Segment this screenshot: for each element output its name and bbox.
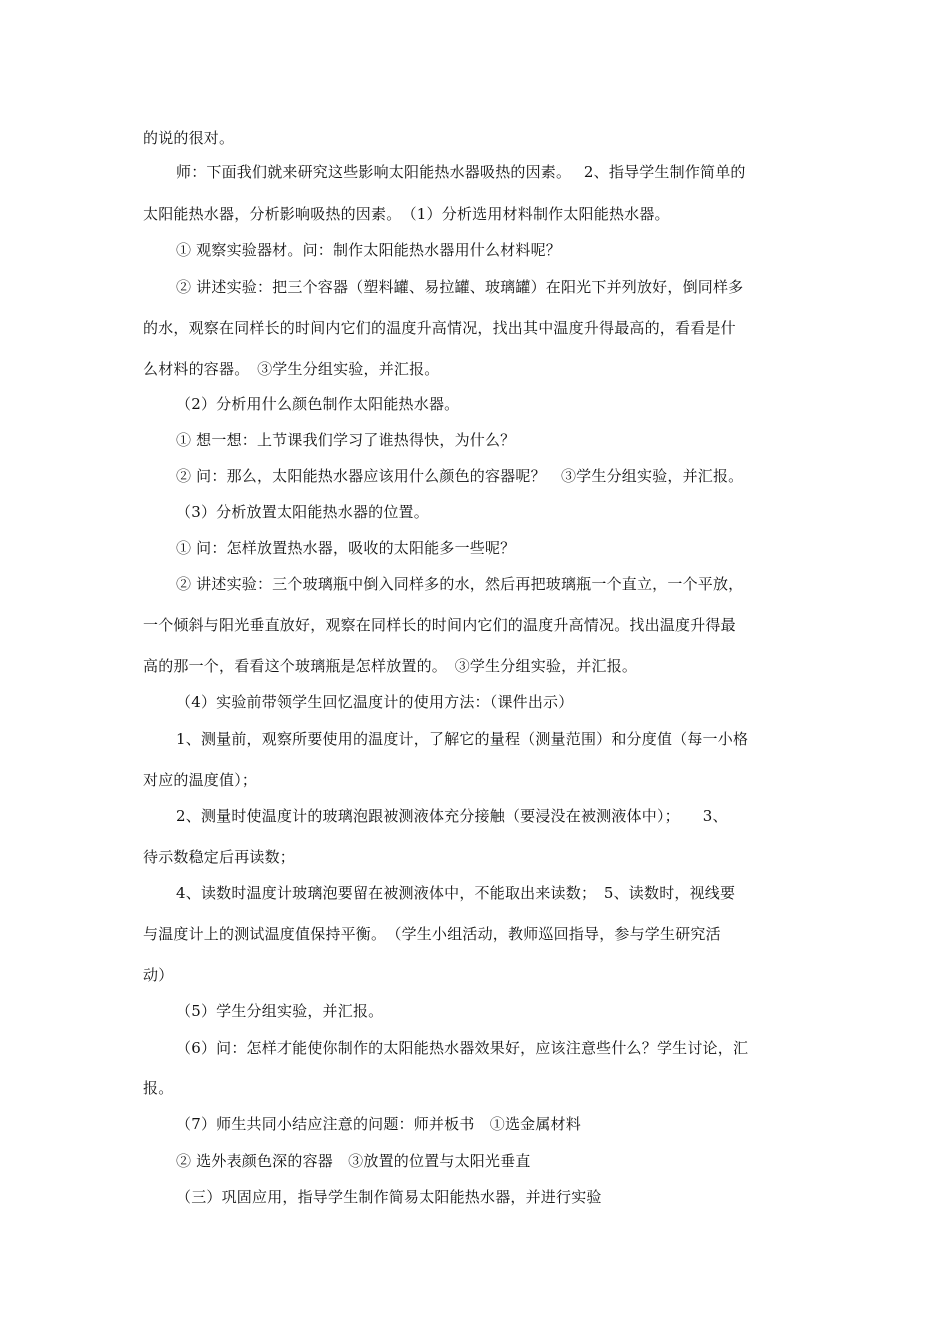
text-line: （6）问：怎样才能使你制作的太阳能热水器效果好，应该注意些什么？学生讨论，汇 [176, 1039, 749, 1057]
text-line: 高的那一个，看看这个玻璃瓶是怎样放置的。 ③学生分组实验，并汇报。 [143, 657, 638, 675]
text-line: 4、读数时温度计玻璃泡要留在被测液体中，不能取出来读数； 5、读数时，视线要 [176, 884, 736, 902]
text-line: ② 问：那么，太阳能热水器应该用什么颜色的容器呢？ ③学生分组实验，并汇报。 [176, 467, 744, 485]
text-line: ① 想一想：上节课我们学习了谁热得快，为什么？ [176, 431, 516, 449]
text-line: （4）实验前带领学生回忆温度计的使用方法：（课件出示） [176, 693, 574, 711]
text-line: 待示数稳定后再读数； [143, 848, 296, 866]
text-line: （3）分析放置太阳能热水器的位置。 [176, 503, 429, 521]
text-line: 与温度计上的测试温度值保持平衡。 （学生小组活动，教师巡回指导，参与学生研究活 [143, 925, 721, 943]
text-line: 一个倾斜与阳光垂直放好，观察在同样长的时间内它们的温度升高情况。找出温度升得最 [143, 616, 736, 634]
text-line: 报。 [143, 1079, 174, 1097]
text-line: ① 观察实验器材。问：制作太阳能热水器用什么材料呢？ [176, 241, 561, 259]
text-line: 对应的温度值）； [143, 771, 258, 789]
text-line: 的水，观察在同样长的时间内它们的温度升高情况，找出其中温度升得最高的，看看是什 [143, 319, 736, 337]
text-line: 么材料的容器。 ③学生分组实验，并汇报。 [143, 360, 440, 378]
text-line: 师：下面我们就来研究这些影响太阳能热水器吸热的因素。 2、指导学生制作简单的 [176, 163, 746, 181]
text-line: ② 讲述实验：三个玻璃瓶中倒入同样多的水，然后再把玻璃瓶一个直立，一个平放， [176, 575, 744, 593]
text-line: 1、测量前，观察所要使用的温度计，了解它的量程（测量范围）和分度值（每一小格 [176, 730, 749, 748]
text-line: 动） [143, 966, 174, 984]
text-line: 太阳能热水器，分析影响吸热的因素。 （1）分析选用材料制作太阳能热水器。 [143, 205, 670, 223]
text-line: ② 选外表颜色深的容器 ③放置的位置与太阳光垂直 [176, 1152, 531, 1170]
text-line: ② 讲述实验：把三个容器（塑料罐、易拉罐、玻璃罐）在阳光下并列放好，倒同样多 [176, 278, 744, 296]
text-line: （三）巩固应用，指导学生制作简易太阳能热水器，并进行实验 [176, 1188, 602, 1206]
text-line: （2）分析用什么颜色制作太阳能热水器。 [176, 395, 460, 413]
text-line: （5）学生分组实验，并汇报。 [176, 1002, 384, 1020]
text-line: 2、测量时使温度计的玻璃泡跟被测液体充分接触（要浸没在被测液体中）； 3、 [176, 807, 728, 825]
text-line: （7）师生共同小结应注意的问题：师并板书 ①选金属材料 [176, 1115, 581, 1133]
text-line: ① 问：怎样放置热水器，吸收的太阳能多一些呢？ [176, 539, 516, 557]
text-line: 的说的很对。 [143, 129, 235, 147]
